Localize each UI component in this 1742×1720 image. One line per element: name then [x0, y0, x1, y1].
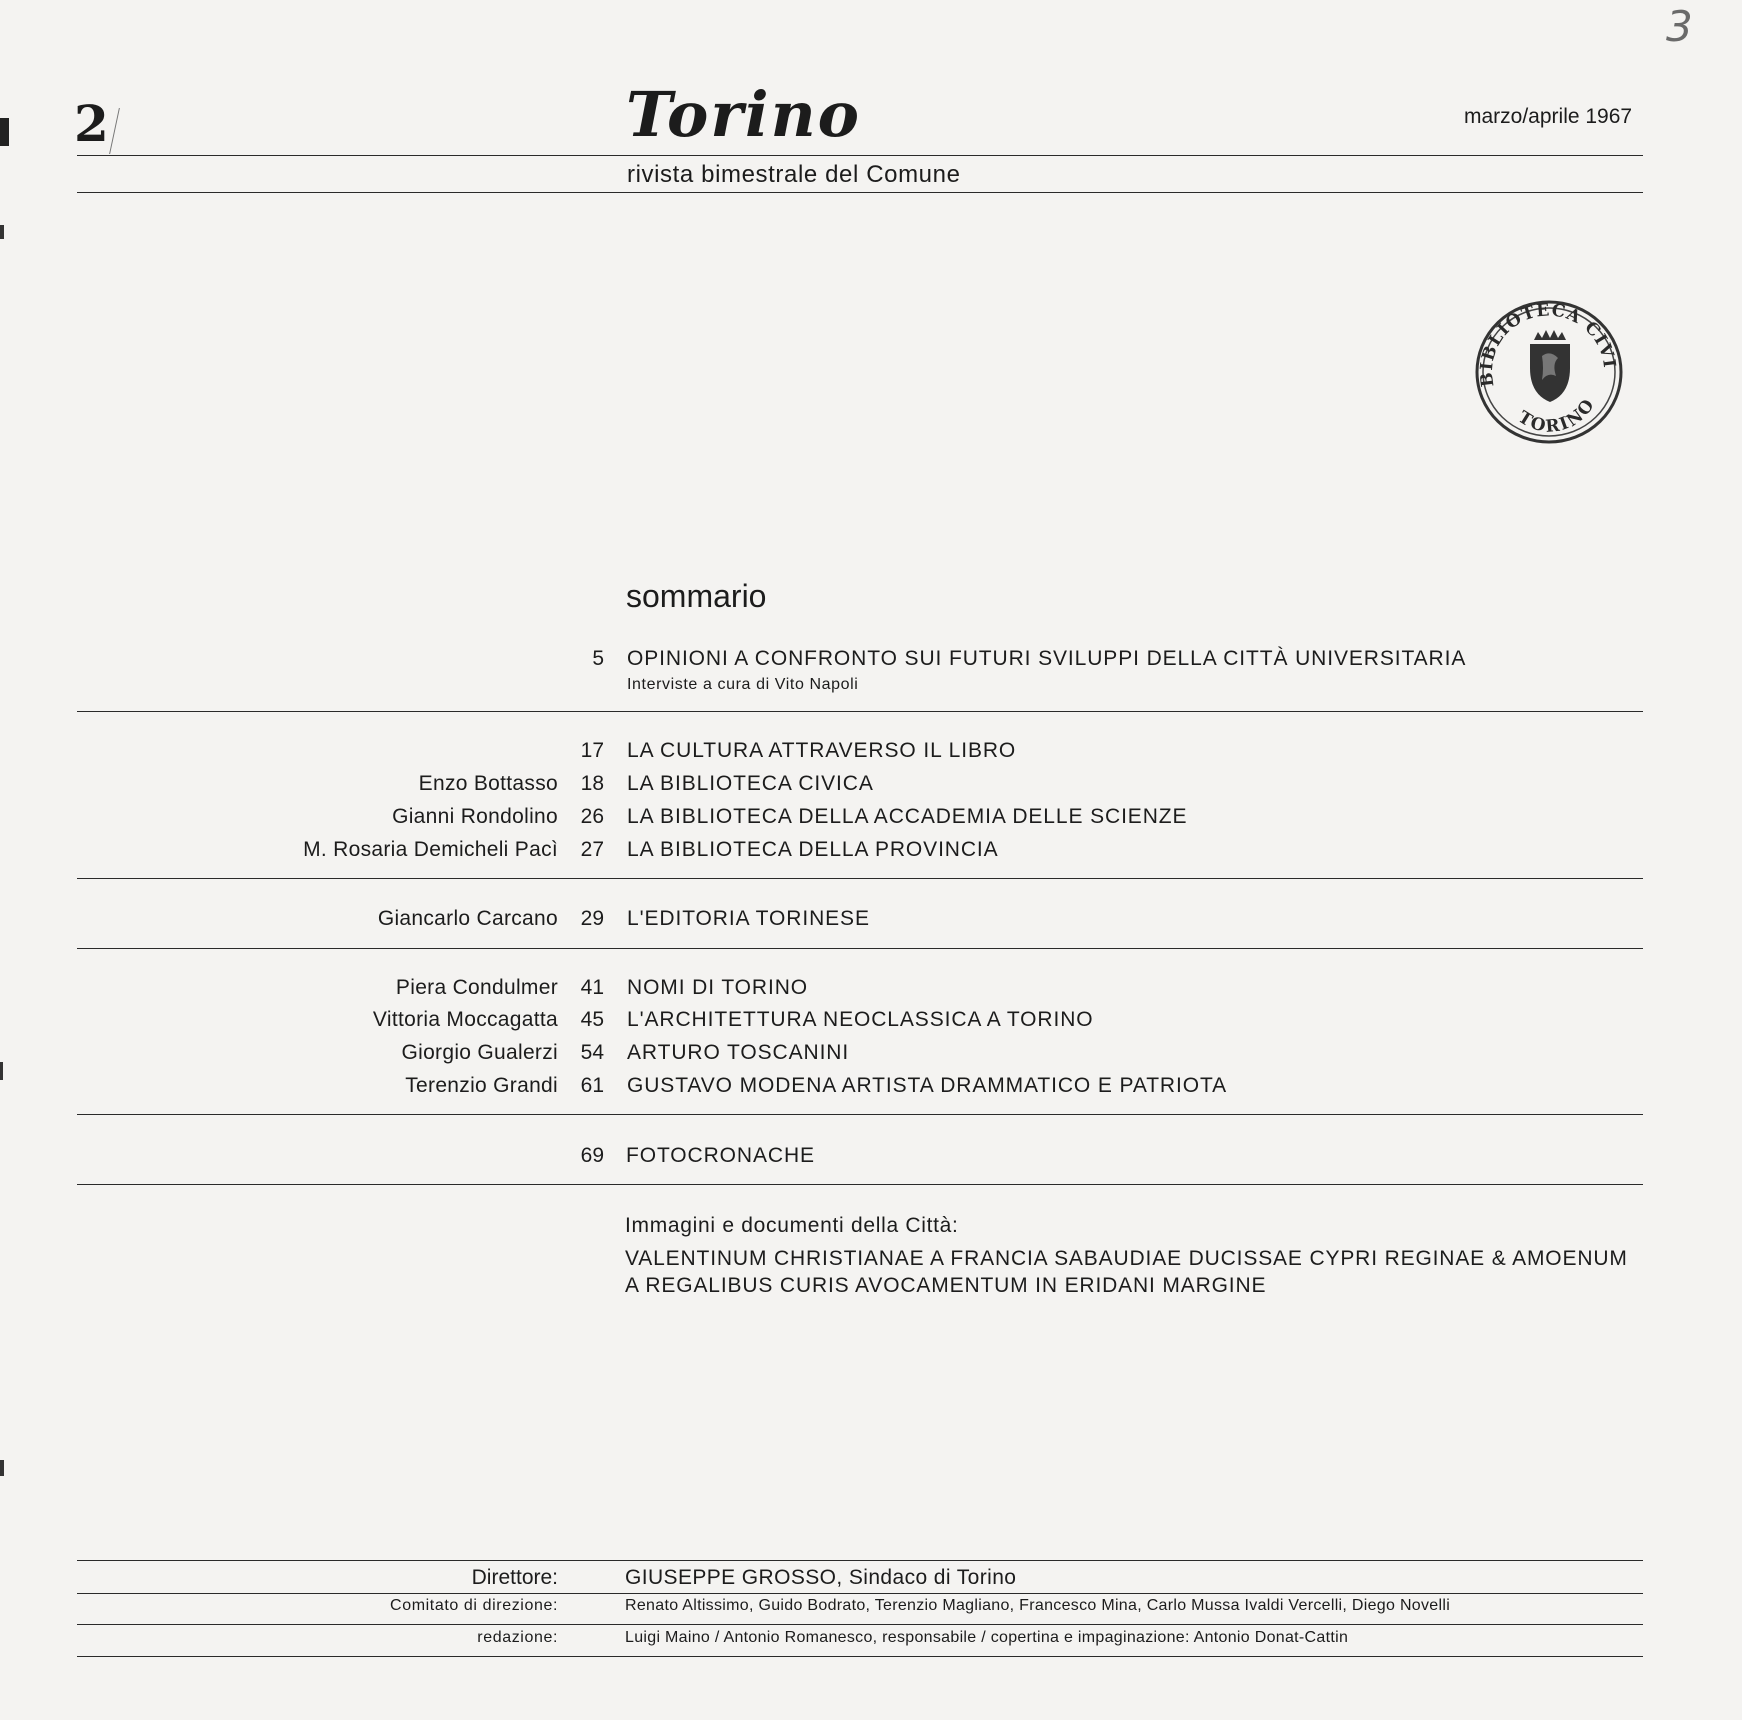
issue-slash	[109, 108, 120, 154]
header-rule-bottom	[77, 192, 1643, 193]
section-divider	[77, 1184, 1643, 1185]
toc-page-number: 29	[580, 907, 604, 930]
toc-entry[interactable]	[0, 772, 1742, 802]
binding-mark	[0, 118, 9, 146]
toc-entry[interactable]	[0, 1074, 1742, 1104]
colophon-rule-bottom	[77, 1656, 1643, 1657]
toc-title[interactable]: ARTURO TOSCANINI	[627, 1041, 850, 1064]
toc-entry[interactable]	[0, 805, 1742, 835]
toc-page-number: 17	[580, 739, 604, 762]
toc-author: Giorgio Gualerzi	[401, 1041, 558, 1064]
section-divider	[77, 1114, 1643, 1115]
toc-title[interactable]: LA BIBLIOTECA CIVICA	[627, 772, 874, 795]
toc-entry[interactable]	[0, 976, 1742, 1006]
coat-of-arms-icon	[1530, 330, 1570, 402]
stamp-graphic	[1470, 298, 1626, 448]
toc-page-number: 41	[580, 976, 604, 999]
header-rule-top	[77, 155, 1643, 156]
images-label: Immagini e documenti della Città:	[625, 1214, 959, 1237]
toc-page-number: 27	[580, 838, 604, 861]
committee-value: Renato Altissimo, Guido Bodrato, Terenzio Magliano, Francesco Mina, Carlo Mussa Ivaldi Vercelli, Diego Novelli	[625, 1597, 1451, 1614]
colophon-rule-top	[77, 1560, 1643, 1561]
toc-author: Giancarlo Carcano	[377, 907, 558, 930]
director-label: Direttore:	[471, 1566, 558, 1589]
toc-title[interactable]: L'EDITORIA TORINESE	[627, 907, 870, 930]
library-stamp	[1470, 298, 1626, 448]
toc-entry[interactable]	[0, 838, 1742, 868]
editorial-value: Luigi Maino / Antonio Romanesco, responsabile / copertina e impaginazione: Antonio Donat-Cattin	[625, 1629, 1349, 1646]
section-divider	[77, 711, 1643, 712]
issue-date: marzo/aprile 1967	[1464, 105, 1633, 128]
toc-entry[interactable]	[0, 1041, 1742, 1071]
toc-entry[interactable]	[0, 739, 1742, 769]
toc-page-number: 18	[580, 772, 604, 795]
toc-entry[interactable]	[0, 1144, 1742, 1174]
toc-page-number: 54	[580, 1041, 604, 1064]
committee-label: Comitato di direzione:	[390, 1597, 558, 1614]
colophon-rule	[77, 1593, 1643, 1594]
toc-page-number: 61	[580, 1074, 604, 1097]
toc-title[interactable]: GUSTAVO MODENA ARTISTA DRAMMATICO E PATRIOTA	[627, 1074, 1228, 1097]
toc-author: Terenzio Grandi	[405, 1074, 558, 1097]
toc-author: Gianni Rondolino	[392, 805, 558, 828]
stamp-text-top: BIBLIOTECA CIVI	[1476, 300, 1620, 389]
summary-heading: sommario	[626, 578, 767, 614]
section-divider	[77, 878, 1643, 879]
toc-author: M. Rosaria Demicheli Pacì	[303, 838, 558, 861]
toc-title[interactable]: LA BIBLIOTECA DELLA PROVINCIA	[627, 838, 999, 861]
toc-author: Vittoria Moccagatta	[372, 1008, 558, 1031]
magazine-title: Torino	[626, 78, 862, 151]
toc-title[interactable]: FOTOCRONACHE	[626, 1144, 815, 1167]
colophon-rule	[77, 1624, 1643, 1625]
toc-title[interactable]: LA BIBLIOTECA DELLA ACCADEMIA DELLE SCIENZE	[627, 805, 1188, 828]
stamp-text-bottom: TORINO	[1514, 394, 1600, 437]
toc-title[interactable]: OPINIONI A CONFRONTO SUI FUTURI SVILUPPI DELLA CITTÀ UNIVERSITARIA	[627, 647, 1467, 670]
toc-page-number: 5	[592, 647, 604, 670]
issue-number: 2	[74, 94, 109, 153]
toc-title[interactable]: L'ARCHITETTURA NEOCLASSICA A TORINO	[627, 1008, 1094, 1031]
binding-mark	[0, 1460, 4, 1476]
toc-entry[interactable]	[0, 907, 1742, 937]
images-title-line-1[interactable]: VALENTINUM CHRISTIANAE A FRANCIA SABAUDIAE DUCISSAE CYPRI REGINAE & AMOENUM	[625, 1247, 1628, 1270]
images-title-line-2[interactable]: A REGALIBUS CURIS AVOCAMENTUM IN ERIDANI MARGINE	[625, 1274, 1267, 1297]
editorial-label: redazione:	[477, 1629, 558, 1646]
toc-title[interactable]: NOMI DI TORINO	[627, 976, 808, 999]
magazine-subtitle: rivista bimestrale del Comune	[627, 161, 961, 188]
section-divider	[77, 948, 1643, 949]
binding-mark	[0, 225, 4, 239]
toc-page-number: 26	[580, 805, 604, 828]
toc-entry[interactable]	[0, 1008, 1742, 1038]
toc-page-number: 69	[580, 1144, 604, 1167]
toc-subtitle: Interviste a cura di Vito Napoli	[627, 676, 859, 693]
toc-title[interactable]: LA CULTURA ATTRAVERSO IL LIBRO	[627, 739, 1017, 762]
toc-author: Enzo Bottasso	[418, 772, 558, 795]
director-value: GIUSEPPE GROSSO, Sindaco di Torino	[625, 1566, 1017, 1589]
toc-author: Piera Condulmer	[395, 976, 558, 999]
corner-page-number: 3	[1666, 2, 1693, 51]
toc-page-number: 45	[580, 1008, 604, 1031]
